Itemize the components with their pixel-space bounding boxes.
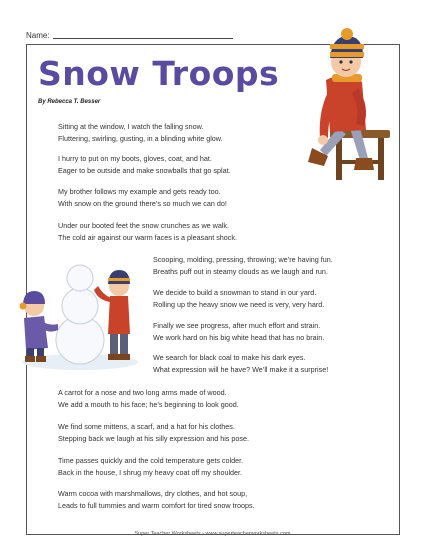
- poem-line: Fluttering, swirling, gusting, in a blinding white glow.: [58, 133, 223, 143]
- poem-line: Stepping back we laugh at his silly expression and his pose.: [58, 433, 249, 443]
- poem-line: We work hard on his big white head that has no brain.: [153, 332, 325, 342]
- poem-title: Snow Troops: [38, 54, 280, 93]
- poem-line: Breaths puff out in steamy clouds as we laugh and run.: [153, 266, 328, 276]
- child-on-bench-illustration: [290, 10, 400, 185]
- name-field: [26, 31, 233, 40]
- poem-line: We add a mouth to his face; he’s beginning to look good.: [58, 399, 239, 409]
- poem-byline: By Rebecca T. Besser: [38, 99, 101, 105]
- poem-line: A carrot for a nose and two long arms made of wood.: [58, 388, 227, 397]
- stanza-11: [58, 455, 243, 478]
- stanza-9: [58, 387, 239, 410]
- name-blank-line[interactable]: [53, 38, 233, 39]
- stanza-2: [58, 153, 231, 176]
- poem-line: The cold air against our warm faces is a pleasant shock.: [58, 232, 237, 242]
- poem-line: With snow on the ground there’s so much we can do!: [58, 198, 227, 208]
- name-label: Name:: [26, 31, 50, 40]
- stanza-7: [153, 320, 324, 343]
- stanza-8: [153, 352, 328, 375]
- poem-line: Warm cocoa with marshmallows, dry clothes, and hot soup,: [58, 489, 248, 498]
- poem-line: Scooping, molding, pressing, throwing; we’re having fun.: [153, 255, 333, 264]
- poem-line: We decide to build a snowman to stand in our yard.: [153, 288, 317, 297]
- poem-line: What expression will he have? We’ll make it a surprise!: [153, 364, 329, 374]
- stanza-3: [58, 186, 227, 209]
- stanza-6: [153, 287, 324, 310]
- poem-line: Sitting at the window, I watch the falling snow.: [58, 122, 204, 131]
- stanza-5: [153, 254, 333, 277]
- poem-line: Time passes quickly and the cold temperature gets colder.: [58, 456, 244, 465]
- poem-line: Leads to full tummies and warm comfort for tired snow troops.: [58, 500, 255, 510]
- poem-line: Back in the house, I shrug my heavy coat off my shoulder.: [58, 467, 243, 477]
- snowman-children-illustration: [18, 256, 143, 371]
- poem-line: We find some mittens, a scarf, and a hat for his clothes.: [58, 422, 235, 431]
- poem-line: Under our booted feet the snow crunches as we walk.: [58, 221, 229, 230]
- poem-line: Eager to be outside and make snowballs that go splat.: [58, 165, 231, 175]
- stanza-4: [58, 220, 237, 243]
- stanza-12: [58, 488, 255, 511]
- poem-line: Finally we see progress, after much effort and strain.: [153, 321, 321, 330]
- poem-line: We search for black coal to make his dark eyes.: [153, 353, 306, 362]
- poem-line: My brother follows my example and gets ready too.: [58, 187, 221, 196]
- poem-line: I hurry to put on my boots, gloves, coat, and hat.: [58, 154, 212, 163]
- stanza-1: [58, 121, 223, 144]
- poem-line: Rolling up the heavy snow we need is very, very hard.: [153, 299, 325, 309]
- footer-credit: Super Teacher Worksheets - www.superteacherworksheets.com: [134, 531, 291, 537]
- stanza-10: [58, 421, 249, 444]
